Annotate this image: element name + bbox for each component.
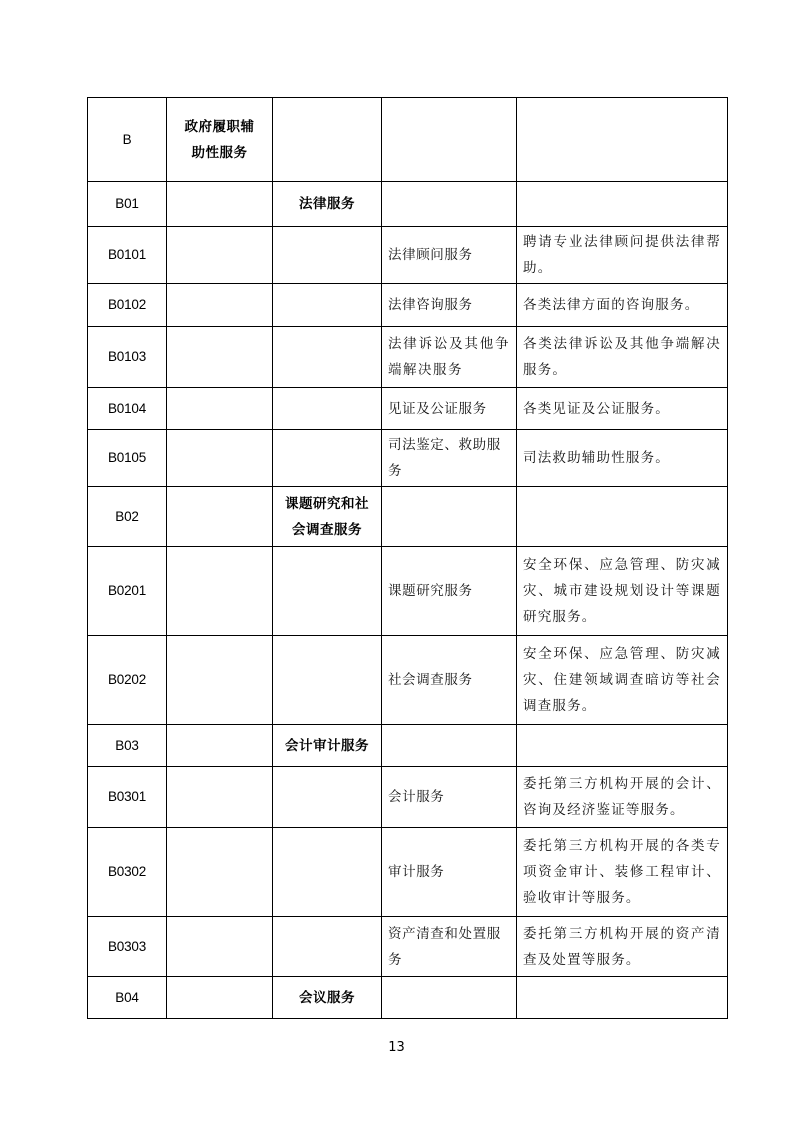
level3-category: 会计服务 (382, 767, 517, 828)
row-description: 委托第三方机构开展的各类专项资金审计、装修工程审计、验收审计等服务。 (517, 828, 728, 917)
row-description: 各类法律诉讼及其他争端解决服务。 (517, 327, 728, 388)
level1-category (167, 284, 273, 327)
level3-category: 司法鉴定、救助服务 (382, 430, 517, 487)
row-code: B0104 (88, 388, 167, 430)
level1-category (167, 547, 273, 636)
row-code: B0101 (88, 227, 167, 284)
level2-category (273, 227, 382, 284)
table-row (88, 977, 728, 1019)
table-row (88, 636, 728, 725)
row-description (517, 182, 728, 227)
level1-category: 政府履职辅助性服务 (167, 98, 273, 182)
level1-category (167, 977, 273, 1019)
row-code: B04 (88, 977, 167, 1019)
table-row (88, 767, 728, 828)
row-description (517, 725, 728, 767)
row-description: 委托第三方机构开展的资产清查及处置等服务。 (517, 917, 728, 977)
level3-category (382, 725, 517, 767)
level1-category (167, 182, 273, 227)
page-number: 13 (388, 1040, 405, 1055)
level1-category (167, 767, 273, 828)
level2-category (273, 917, 382, 977)
row-description (517, 977, 728, 1019)
row-description: 安全环保、应急管理、防灾减灾、住建领域调查暗访等社会调查服务。 (517, 636, 728, 725)
table-row (88, 284, 728, 327)
table-row (88, 917, 728, 977)
level2-category (273, 430, 382, 487)
level3-category: 法律顾问服务 (382, 227, 517, 284)
row-code: B0102 (88, 284, 167, 327)
level2-category: 会计审计服务 (273, 725, 382, 767)
row-description: 安全环保、应急管理、防灾减灾、城市建设规划设计等课题研究服务。 (517, 547, 728, 636)
row-description (517, 487, 728, 547)
level2-category (273, 636, 382, 725)
row-code: B0302 (88, 828, 167, 917)
table-row (88, 547, 728, 636)
table-row (88, 227, 728, 284)
table-row (88, 725, 728, 767)
level1-category (167, 917, 273, 977)
level3-category (382, 487, 517, 547)
level1-category (167, 327, 273, 388)
row-description: 聘请专业法律顾问提供法律帮助。 (517, 227, 728, 284)
service-catalog-table (87, 97, 728, 1019)
row-code: B03 (88, 725, 167, 767)
level1-category (167, 725, 273, 767)
row-code: B01 (88, 182, 167, 227)
row-code: B0301 (88, 767, 167, 828)
row-code: B02 (88, 487, 167, 547)
table-row (88, 98, 728, 182)
level2-category (273, 327, 382, 388)
level2-category: 会议服务 (273, 977, 382, 1019)
row-code: B0103 (88, 327, 167, 388)
table-row (88, 327, 728, 388)
level3-category: 见证及公证服务 (382, 388, 517, 430)
level1-category (167, 828, 273, 917)
level2-category (273, 388, 382, 430)
level3-category: 法律诉讼及其他争端解决服务 (382, 327, 517, 388)
level1-category (167, 636, 273, 725)
row-code: B0105 (88, 430, 167, 487)
level1-category (167, 430, 273, 487)
level2-category (273, 767, 382, 828)
table-row (88, 430, 728, 487)
level3-category: 社会调查服务 (382, 636, 517, 725)
row-description: 司法救助辅助性服务。 (517, 430, 728, 487)
row-description (517, 98, 728, 182)
row-description: 各类法律方面的咨询服务。 (517, 284, 728, 327)
level3-category: 资产清查和处置服务 (382, 917, 517, 977)
level2-category (273, 284, 382, 327)
level1-category (167, 388, 273, 430)
level1-category (167, 487, 273, 547)
row-code: B0202 (88, 636, 167, 725)
table-row (88, 388, 728, 430)
row-description: 委托第三方机构开展的会计、咨询及经济鉴证等服务。 (517, 767, 728, 828)
row-code: B0201 (88, 547, 167, 636)
level1-category (167, 227, 273, 284)
row-code: B (88, 98, 167, 182)
row-code: B0303 (88, 917, 167, 977)
level2-category: 课题研究和社会调查服务 (273, 487, 382, 547)
level3-category (382, 182, 517, 227)
row-description: 各类见证及公证服务。 (517, 388, 728, 430)
level3-category: 法律咨询服务 (382, 284, 517, 327)
level2-category (273, 828, 382, 917)
level3-category (382, 977, 517, 1019)
level2-category (273, 547, 382, 636)
table-row (88, 182, 728, 227)
level3-category: 审计服务 (382, 828, 517, 917)
table-row (88, 828, 728, 917)
level2-category (273, 98, 382, 182)
level2-category: 法律服务 (273, 182, 382, 227)
level3-category (382, 98, 517, 182)
level3-category: 课题研究服务 (382, 547, 517, 636)
table-row (88, 487, 728, 547)
